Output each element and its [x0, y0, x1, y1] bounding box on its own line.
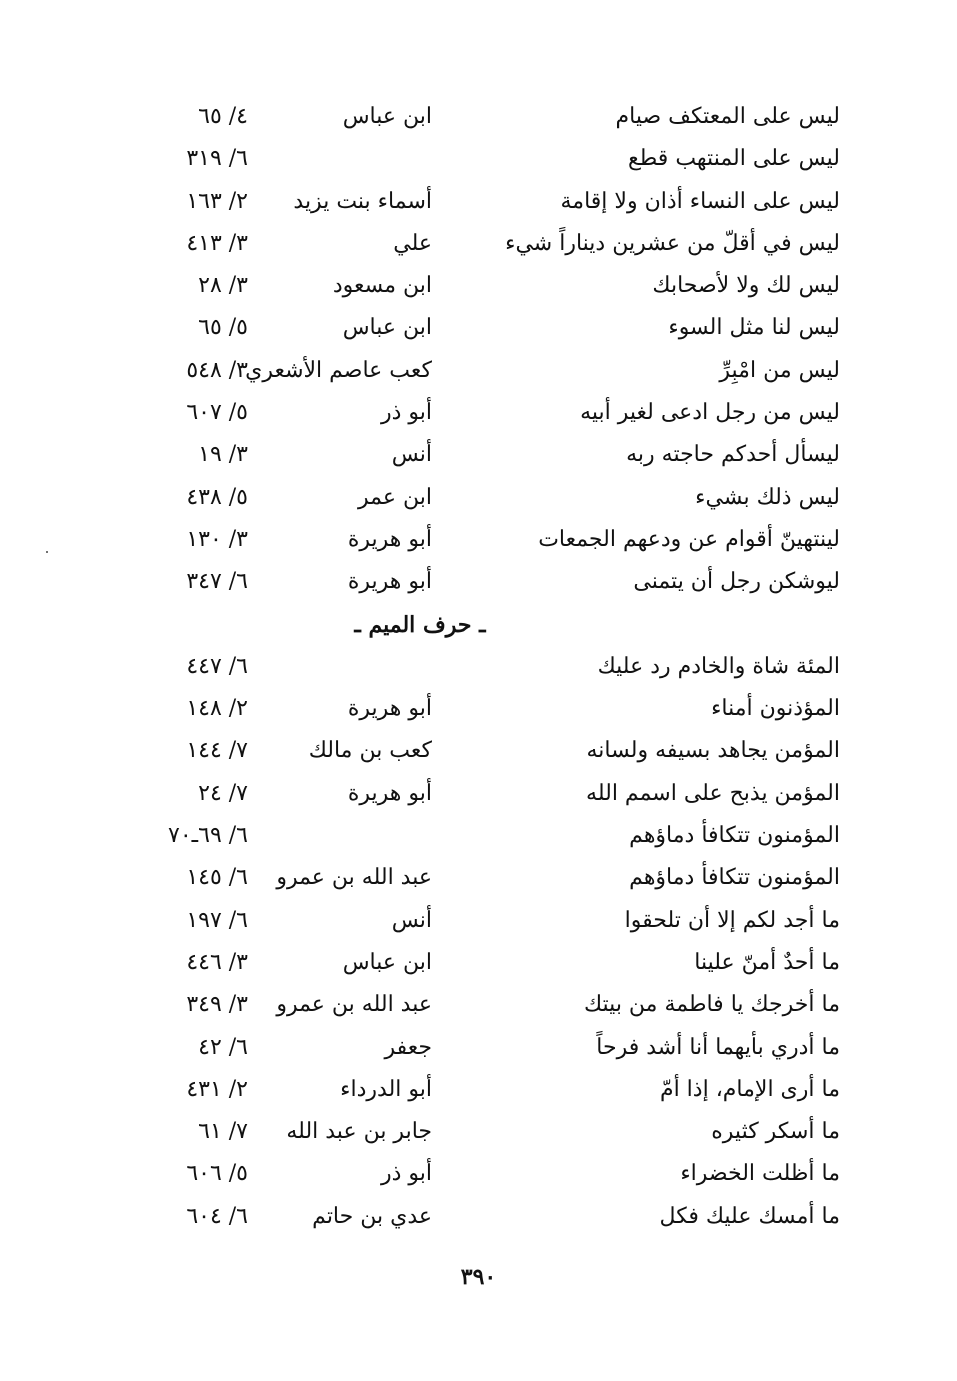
hadith-text: ليس ذلك بشيء — [695, 484, 840, 510]
narrator-name: أبو هريرة — [347, 696, 432, 722]
volume-page-ref: ٣/ ١٩ — [198, 442, 248, 468]
hadith-text: ليس على المنتهب قطع — [628, 146, 840, 172]
index-entry — [140, 350, 840, 392]
hadith-text: لينتهينّ أقوام عن ودعهم الجمعات — [538, 526, 840, 552]
volume-page-ref: ٣/ ١٣٠ — [186, 526, 248, 552]
narrator-name: عبد الله بن عمرو — [276, 865, 432, 891]
hadith-text: ما أجد لكم إلا أن تلحقوا — [624, 907, 840, 933]
hadith-text: ما أسكر كثيره — [711, 1119, 840, 1145]
hadith-text: ليس لك ولا لأصحابك — [652, 273, 840, 299]
narrator-name: علي — [393, 230, 432, 256]
hadith-text: ليس من امْبِرِّ — [719, 357, 840, 383]
hadith-text: ليسأل أحدكم حاجته ربه — [626, 442, 840, 468]
volume-page-ref: ٦/ ٦٩ـ٧٠ — [168, 823, 248, 849]
index-entry — [140, 815, 840, 857]
narrator-name: عدي بن حاتم — [312, 1203, 432, 1229]
volume-page-ref: ٦/ ٣١٩ — [186, 146, 248, 172]
volume-page-ref: ٢/ ١٦٣ — [186, 188, 248, 214]
index-entry — [140, 138, 840, 180]
volume-page-ref: ٣/ ٥٤٨ — [186, 357, 248, 383]
hadith-text: ليس في أقلّ من عشرين ديناراً شيء — [505, 230, 840, 256]
volume-page-ref: ٥/ ٦٠٦ — [186, 1161, 248, 1187]
narrator-name: أسماء بنت يزيد — [293, 188, 432, 214]
narrator-name: أنس — [391, 442, 432, 468]
section-heading-row — [140, 604, 840, 646]
index-entry — [140, 307, 840, 349]
narrator-name: ابن عباس — [342, 315, 432, 341]
index-entry — [140, 857, 840, 899]
volume-page-ref: ٥/ ٦٠٧ — [186, 400, 248, 426]
index-entry — [140, 519, 840, 561]
volume-page-ref: ٣/ ٢٨ — [198, 273, 248, 299]
narrator-name: جعفر — [384, 1034, 432, 1060]
hadith-text: المؤمن يذبح على اسمم الله — [586, 780, 840, 806]
hadith-text: ما أدري بأيهما أنا أشد فرحاً — [596, 1034, 840, 1060]
narrator-name: ابن مسعود — [332, 273, 432, 299]
index-entry — [140, 646, 840, 688]
narrator-name: أنس — [391, 907, 432, 933]
volume-page-ref: ٥/ ٤٣٨ — [186, 484, 248, 510]
volume-page-ref: ٣/ ٣٤٩ — [186, 992, 248, 1018]
index-entry — [140, 1027, 840, 1069]
hadith-index-list — [140, 96, 840, 1238]
narrator-name: جابر بن عبد الله — [286, 1119, 432, 1145]
narrator-name: عبد الله بن عمرو — [276, 992, 432, 1018]
scan-speck — [46, 551, 48, 553]
narrator-name: أبو الدرداء — [340, 1076, 432, 1102]
index-entry — [140, 1153, 840, 1195]
volume-page-ref: ٦/ ٤٢ — [198, 1034, 248, 1060]
index-entry — [140, 96, 840, 138]
hadith-text: ما أحدٌ أمنّ علينا — [694, 949, 840, 975]
narrator-name: ابن عباس — [342, 949, 432, 975]
hadith-text: المئة شاة والخادم رد عليك — [597, 653, 840, 679]
hadith-text: ليس لنا مثل السوء — [668, 315, 840, 341]
index-entry — [140, 1196, 840, 1238]
narrator-name: أبو هريرة — [347, 569, 432, 595]
narrator-name: أبو ذر — [380, 400, 432, 426]
volume-page-ref: ٦/ ١٤٥ — [186, 865, 248, 891]
hadith-text: المؤمنون تتكافأ دماؤهم — [629, 823, 840, 849]
volume-page-ref: ٧/ ٢٤ — [198, 780, 248, 806]
index-entry — [140, 1069, 840, 1111]
narrator-name: أبو ذر — [380, 1161, 432, 1187]
hadith-text: ليوشكن رجل أن يتمنى — [633, 569, 840, 595]
hadith-text: ما أمسك عليك فكل — [659, 1203, 840, 1229]
volume-page-ref: ٧/ ٦١ — [198, 1119, 248, 1145]
index-entry — [140, 223, 840, 265]
hadith-text: المؤمنون تتكافأ دماؤهم — [629, 865, 840, 891]
volume-page-ref: ٢/ ١٤٨ — [186, 696, 248, 722]
hadith-text: ما أرى الإمام، إذا أمّ — [659, 1076, 840, 1102]
volume-page-ref: ٦/ ١٩٧ — [186, 907, 248, 933]
hadith-text: ليس على المعتكف صيام — [615, 104, 840, 129]
volume-page-ref: ٤/ ٦٥ — [198, 104, 248, 129]
index-entry — [140, 265, 840, 307]
hadith-text: المؤذنون أمناء — [711, 696, 840, 722]
index-entry — [140, 730, 840, 772]
hadith-text: ليس على النساء أذان ولا إقامة — [560, 188, 840, 214]
index-entry — [140, 1111, 840, 1153]
volume-page-ref: ٣/ ٤٤٦ — [186, 949, 248, 975]
hadith-text: ليس من رجل ادعى لغير أبيه — [580, 400, 840, 426]
index-entry — [140, 900, 840, 942]
volume-page-ref: ٢/ ٤٣١ — [186, 1076, 248, 1102]
volume-page-ref: ٥/ ٦٥ — [198, 315, 248, 341]
volume-page-ref: ٦/ ٦٠٤ — [186, 1203, 248, 1229]
index-entry — [140, 434, 840, 476]
hadith-text: المؤمن يجاهد بسيفه ولسانه — [586, 738, 840, 764]
index-entry — [140, 181, 840, 223]
index-entry — [140, 477, 840, 519]
page-number: ٣٩٠ — [460, 1264, 497, 1290]
narrator-name: ابن عباس — [342, 104, 432, 129]
narrator-name: ابن عمر — [358, 484, 432, 510]
hadith-text: ما أخرجك يا فاطمة من بيتك — [584, 992, 840, 1018]
index-entry — [140, 688, 840, 730]
index-entry — [140, 561, 840, 603]
section-heading: ـ حرف الميم ـ — [354, 611, 486, 638]
volume-page-ref: ٧/ ١٤٤ — [186, 738, 248, 764]
index-entry — [140, 942, 840, 984]
narrator-name: كعب عاصم الأشعري — [245, 357, 432, 383]
volume-page-ref: ٦/ ٤٤٧ — [186, 653, 248, 679]
index-entry — [140, 773, 840, 815]
index-entry — [140, 392, 840, 434]
narrator-name: أبو هريرة — [347, 526, 432, 552]
volume-page-ref: ٦/ ٣٤٧ — [186, 569, 248, 595]
narrator-name: أبو هريرة — [347, 780, 432, 806]
volume-page-ref: ٣/ ٤١٣ — [186, 230, 248, 256]
narrator-name: كعب بن مالك — [308, 738, 432, 764]
hadith-text: ما أظلت الخضراء — [680, 1161, 840, 1187]
index-entry — [140, 984, 840, 1026]
